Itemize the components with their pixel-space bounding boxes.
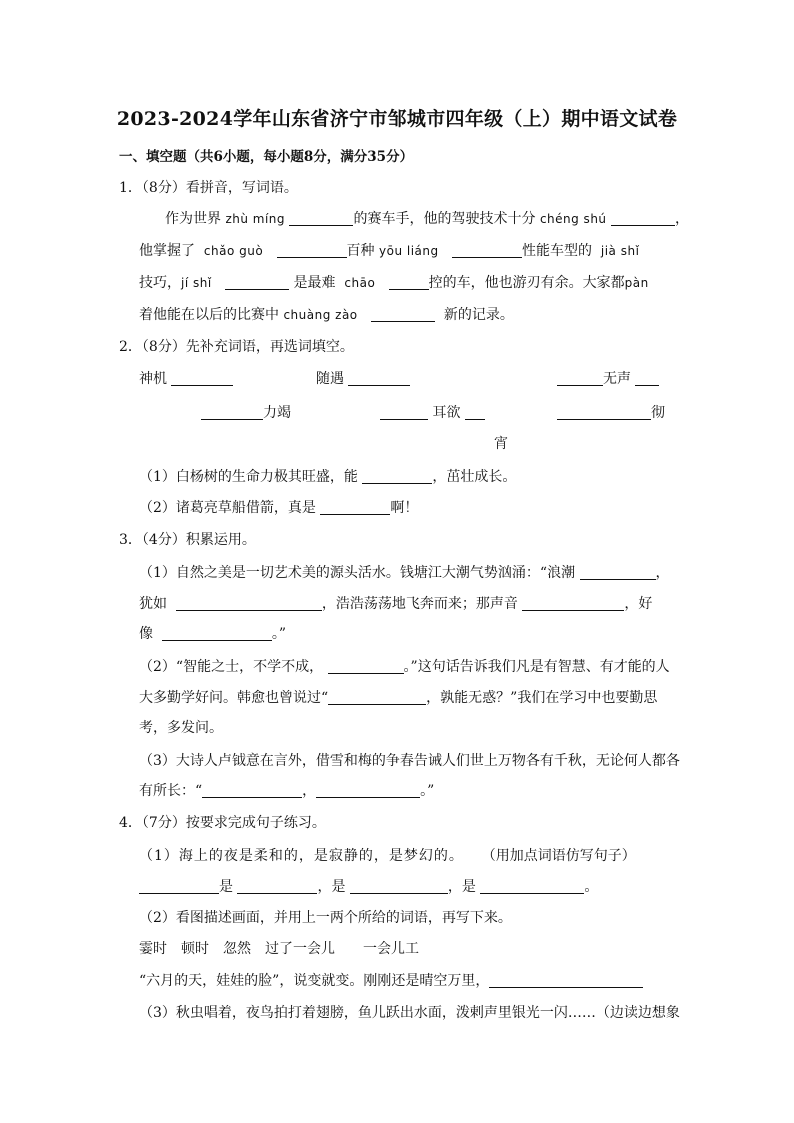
q1-text: 着他能在以后的比赛中 — [139, 307, 279, 323]
answer-blank[interactable] — [557, 370, 603, 386]
idiom-text: 神机 — [139, 371, 167, 387]
q3-line-1: （1）自然之美是一切艺术美的源头活水。钱塘江大潮气势汹涌：“浪潮 ， — [139, 565, 670, 581]
q1-text: 控的车，他也游刃有余。大家都 — [428, 275, 625, 291]
answer-blank[interactable] — [202, 782, 302, 798]
passage-text: 有所长：“ — [139, 783, 203, 799]
q1-text: 作为世界 — [165, 211, 221, 227]
q3-line-6: 考，多发问。 — [139, 720, 223, 736]
answer-blank[interactable] — [176, 595, 322, 611]
q4-imitation-line: 是 ，是 ，是 。 — [139, 876, 598, 896]
q3-line-7: （3）大诗人卢钺意在言外，借雪和梅的争春告诫人们世上万物各有千秋，无论何人都各 — [139, 753, 680, 769]
q1-text: 性能车型的 — [521, 243, 592, 259]
question-1-heading: 1．（8分）看拼音，写词语。 — [119, 180, 298, 196]
idiom-6-continued: 宵 — [494, 436, 508, 452]
q2-sentence-1 — [139, 466, 516, 486]
q1-line-1: 作为世界 zhù míng 的赛车手，他的驾驶技术十分 chéng shú ， — [165, 211, 689, 227]
passage-text: 。” — [271, 626, 287, 642]
idiom-4 — [201, 402, 291, 422]
q3-line-8: 有所长：“ ， 。” — [139, 783, 435, 799]
idiom-3 — [557, 368, 659, 388]
section-heading: 一、填空题（共6小题，每小题8分，满分35分） — [119, 149, 414, 165]
passage-text: （2）“智能之士，不学不成， — [139, 659, 324, 675]
pinyin-zhuming: zhù míng — [225, 212, 286, 226]
passage-text: 。” — [420, 783, 435, 799]
question-2-heading: 2．（8分）先补充词语，再选词填空。 — [119, 339, 354, 355]
passage-text: ，孰能无惑？”我们在学习中也要勤思 — [426, 690, 658, 706]
question-3-heading: 3．（4分）积累运用。 — [119, 532, 256, 548]
sentence-text: （1）白杨树的生命力极其旺盛，能 — [139, 469, 358, 485]
idiom-6 — [557, 402, 665, 422]
q1-line-4 — [139, 304, 514, 324]
answer-blank[interactable] — [171, 370, 233, 386]
answer-blank[interactable] — [328, 658, 404, 674]
q1-text: 的赛车手，他的驾驶技术十分 — [353, 211, 536, 227]
q1-line-2 — [139, 240, 639, 260]
answer-blank[interactable] — [277, 242, 347, 258]
q1-text: 百种 — [346, 243, 375, 259]
passage-text: （1）自然之美是一切艺术美的源头活水。钱塘江大潮气势汹涌：“浪潮 — [139, 565, 576, 581]
q1-text: 是最难 — [293, 275, 336, 291]
passage-text: 像 — [139, 626, 153, 642]
idiom-text: 随遇 — [316, 371, 344, 387]
q2-sentence-2 — [139, 497, 418, 517]
answer-blank[interactable] — [139, 878, 219, 894]
answer-blank[interactable] — [316, 782, 420, 798]
shi-word: 是 — [461, 879, 476, 895]
answer-blank[interactable] — [635, 370, 659, 386]
answer-blank[interactable] — [362, 468, 432, 484]
q4-sentence-2: （2）看图描述画面，并用上一两个所给的词语，再写下来。 — [139, 910, 512, 926]
q4-sentence-3: （3）秋虫唱着，夜鸟拍打着翅膀，鱼儿跃出水面，泼剌声里银光一闪……（边读边想象 — [139, 1005, 680, 1021]
answer-blank[interactable] — [289, 210, 353, 226]
q3-line-2 — [139, 593, 652, 613]
pinyin-jiashi: jià shǐ — [600, 244, 640, 258]
idiom-text: 无声 — [603, 371, 631, 387]
q3-line-4 — [139, 656, 670, 676]
idiom-1 — [139, 368, 233, 388]
pinyin-chengshu: chéng shú — [539, 212, 607, 226]
answer-blank[interactable] — [452, 242, 522, 258]
answer-blank[interactable] — [480, 878, 584, 894]
answer-blank[interactable] — [611, 210, 675, 226]
answer-blank[interactable] — [489, 972, 643, 988]
pinyin-chuangzao: chuàng zào — [283, 308, 358, 322]
question-4-heading: 4．（7分）按要求完成句子练习。 — [119, 815, 326, 831]
answer-blank[interactable] — [201, 404, 263, 420]
q4-sentence-1 — [139, 845, 636, 865]
q3-line-5 — [139, 687, 657, 707]
passage-text: ，浩浩荡荡地飞奔而来；那声音 — [321, 596, 518, 612]
idiom-text: 力竭 — [263, 405, 291, 421]
answer-blank[interactable] — [348, 370, 410, 386]
pinyin-pan: pàn — [624, 276, 649, 290]
pinyin-jishi: jí shǐ — [181, 276, 212, 290]
sentence-text: ，茁壮成长。 — [432, 469, 517, 485]
answer-blank[interactable] — [557, 404, 651, 420]
sentence-text: 啊！ — [390, 500, 419, 516]
answer-blank[interactable] — [225, 274, 289, 290]
exam-title: 2023-2024学年山东省济宁市邹城市四年级（上）期中语文试卷 — [116, 108, 678, 130]
passage-text: ，好 — [624, 596, 653, 612]
shi-word: 是 — [219, 879, 233, 895]
answer-blank[interactable] — [371, 306, 435, 322]
pinyin-youliang: yōu liáng — [379, 244, 439, 258]
idiom-5 — [380, 402, 485, 422]
answer-blank[interactable] — [328, 689, 426, 705]
answer-blank[interactable] — [162, 625, 272, 641]
passage-text: 犹如 — [139, 596, 167, 612]
q1-text: 他掌握了 — [139, 243, 195, 259]
q3-line-3 — [139, 623, 286, 643]
sentence-text: （2）诸葛亮草船借箭，真是 — [139, 500, 316, 516]
pinyin-chao: chāo — [344, 276, 376, 290]
q1-line-3 — [139, 272, 649, 292]
passage-text: 。”这句话告诉我们凡是有智慧、有才能的人 — [403, 659, 670, 675]
answer-blank[interactable] — [522, 595, 624, 611]
q1-text: 新的记录。 — [443, 307, 514, 323]
pinyin-chaoguo: chǎo guò — [203, 244, 264, 258]
q4-word-list: 霎时 顿时 忽然 过了一会儿 一会儿工 — [139, 941, 419, 957]
idiom-text: 彻 — [651, 405, 665, 421]
passage-text: 大多勤学好问。韩愈也曾说过“ — [139, 690, 329, 706]
idiom-2 — [316, 368, 410, 388]
answer-blank[interactable] — [580, 564, 656, 580]
instruction-note: （用加点词语仿写句子） — [481, 848, 636, 864]
answer-blank[interactable] — [237, 878, 317, 894]
shi-word: 是 — [331, 879, 346, 895]
answer-blank[interactable] — [350, 878, 448, 894]
q4-describe-line — [139, 970, 643, 990]
answer-blank[interactable] — [380, 404, 428, 420]
answer-blank[interactable] — [389, 274, 429, 290]
sentence-text: “六月的天，娃娃的脸”，说变就变。刚刚还是晴空万里， — [139, 973, 490, 989]
idiom-text: 耳欲 — [432, 405, 461, 421]
answer-blank[interactable] — [320, 499, 390, 515]
q1-text: 技巧， — [139, 275, 181, 291]
answer-blank[interactable] — [465, 404, 485, 420]
model-sentence: （1）海上的夜是柔和的，是寂静的，是梦幻的。 — [139, 848, 464, 864]
